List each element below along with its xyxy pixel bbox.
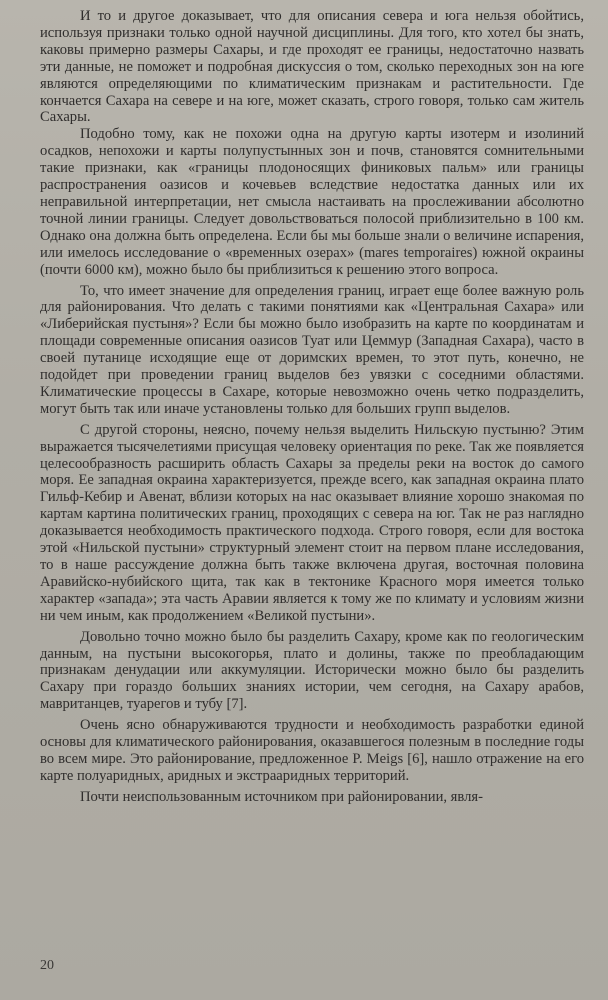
paragraph-4: С другой стороны, неясно, почему нельзя выделить Нильскую пустыню? Этим выражается тысячелетиями присущая человеку ориентация по реке. Так же появляется целесообразность расширить область Сахары за пределы реки на восток до самого моря. Ее западная окраина характеризуется, прежде всего, как западная окраина плато Гильф-Кебир и Авенат, вблизи которых на нас оказывает влияние хорошо знакомая по картам картина политических границ, проходящих с севера на юг. Так не раз наглядно доказывается необходимость практического подхода. Строго говоря, если для востока этой «Нильской пустыни» структурный элемент стоит на первом плане исследования, то в наше рассуждение должна быть также включена другая, восточная половина Аравийско-нубийского щита, так как в тектонике Красного моря имеется только характер «запада»; эта часть Аравии является к тому же по климату и условиям жизни ни чем иным, как продолжением «Великой пустыни». xyxy=(40,421,584,624)
paragraph-2: Подобно тому, как не похожи одна на другую карты изотерм и изолиний осадков, непохожи и карты полупустынных зон и почв, становятся сомнительными такие признаки, как «границы плодоносящих финиковых пальм» или границы распространения оазисов и кочевьев вследствие недостатка данных или их неправильной интерпретации, нет смысла настаивать на прослеживании абсолютно точной линии границы. Следует довольствоваться полосой приблизительно в 100 км. Однако она должна быть определена. Если бы мы больше знали о величине испарения, или имелось исследование о «временных озерах» (mares temporaires) южной окраины (почти 6000 км), можно было бы приблизиться к решению этого вопроса. xyxy=(40,126,584,278)
page-number: 20 xyxy=(40,958,54,973)
paragraph-1: И то и другое доказывает, что для описания севера и юга нельзя обойтись, используя признаки только одной научной дисциплины. Для того, кто хотел бы знать, каковы примерно размеры Сахары, и где проходят ее границы, недостаточно назвать эти данные, не поможет и подробная дискуссия о том, сколько переходных зон на юге являются определяющими по климатическим признакам и растительности. Где кончается Сахара на севере и на юге, может сказать, строго говоря, только сам житель Сахары. xyxy=(40,8,584,126)
paragraph-3: То, что имеет значение для определения границ, играет еще более важную роль для районирования. Что делать с такими понятиями как «Центральная Сахара» или «Либерийская пустыня»? Если бы можно было изобразить на карте по координатам и площади современные описания оазисов Туат или Цеммур (Западная Сахара), часто в своей путанице исходящие еще от доримских времен, то этот путь, конечно, не подойдет при проведении границ выделов без увязки с соседними областями. Климатические процессы в Сахаре, которые невозможно очень четко подразделить, могут быть так или иначе установлены только для больших групп выделов. xyxy=(40,282,584,417)
paragraph-7: Почти неиспользованным источником при районировании, явля- xyxy=(80,788,483,805)
paragraph-6: Очень ясно обнаруживаются трудности и необходимость разработки единой основы для климатического районирования, оказавшегося полезным в последние годы во всем мире. Это районирование, предложенное P. Meigs [6], нашло отражение на его карте полуаридных, аридных и экстрааридных территорий. xyxy=(40,717,584,784)
paragraph-5: Довольно точно можно было бы разделить Сахару, кроме как по геологическим данным, на пустыни высокогорья, плато и долины, также по преобладающим признакам денудации или аккумуляции. Исторически можно было бы разделить Сахару при гораздо больших знаниях истории, чем сегодня, на Сахару арабов, мавританцев, туарегов и тубу [7]. xyxy=(40,628,584,713)
body-text xyxy=(40,8,584,806)
